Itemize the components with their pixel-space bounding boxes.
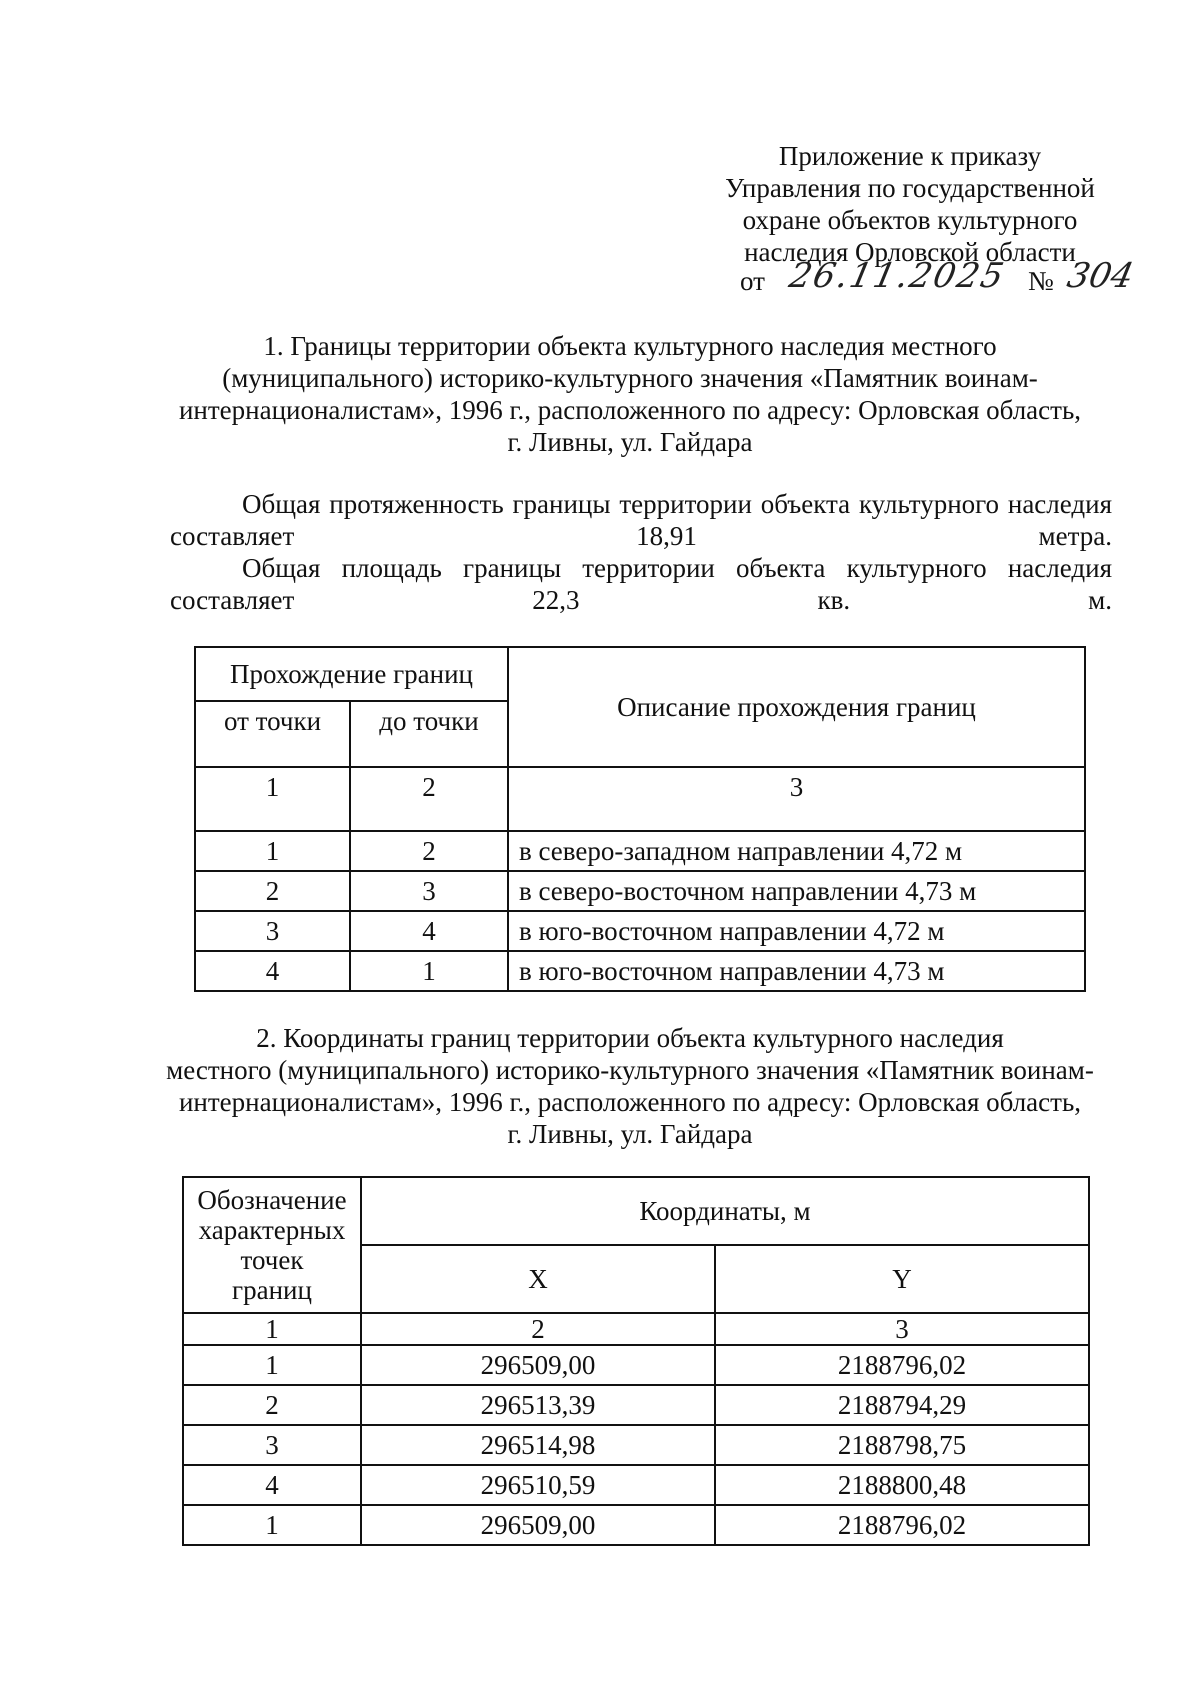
- to-cell: 1: [350, 951, 508, 991]
- heading-line: г. Ливны, ул. Гайдара: [507, 1119, 753, 1149]
- table-row: [195, 871, 1085, 911]
- description-cell: в юго-восточном направлении 4,73 м: [508, 951, 1085, 991]
- column-numbering-row: [195, 767, 1085, 831]
- header-from-point: от точки: [195, 701, 350, 767]
- number-label: №: [1028, 266, 1054, 296]
- x-cell: 296509,00: [361, 1345, 715, 1385]
- header-y: Y: [715, 1245, 1089, 1313]
- y-cell: 2188800,48: [715, 1465, 1089, 1505]
- heading-line: (муниципального) историко-культурного значения «Памятник воинам-: [222, 363, 1038, 393]
- coordinates-table: [182, 1176, 1090, 1546]
- date-prefix: от: [740, 266, 765, 296]
- order-date-number: [740, 256, 1140, 302]
- point-cell: 4: [183, 1465, 361, 1505]
- handwritten-date: 26.11.2025: [785, 256, 1009, 296]
- from-cell: 4: [195, 951, 350, 991]
- header-description: Описание прохождения границ: [508, 647, 1085, 767]
- header-coordinates: Координаты, м: [361, 1177, 1089, 1245]
- column-number: 1: [195, 767, 350, 831]
- section1-heading: [160, 330, 1100, 458]
- header-line: характерных: [198, 1215, 346, 1245]
- appendix-line: Управления по государственной: [725, 173, 1095, 203]
- heading-line: местного (муниципального) историко-культурного значения «Памятник воинам-: [166, 1055, 1094, 1085]
- column-number: 2: [350, 767, 508, 831]
- to-cell: 4: [350, 911, 508, 951]
- section2-heading: [160, 1022, 1100, 1150]
- total-area-paragraph: [170, 552, 1112, 616]
- y-cell: 2188798,75: [715, 1425, 1089, 1465]
- table-row: [183, 1345, 1089, 1385]
- x-cell: 296509,00: [361, 1505, 715, 1545]
- x-cell: 296514,98: [361, 1425, 715, 1465]
- header-to-point: до точки: [350, 701, 508, 767]
- heading-line: 1. Границы территории объекта культурного наследия местного: [263, 331, 997, 361]
- paragraph-text: Общая площадь границы территории объекта культурного наследия составляет 22,3 кв. м.: [170, 553, 1112, 615]
- y-cell: 2188796,02: [715, 1505, 1089, 1545]
- from-cell: 3: [195, 911, 350, 951]
- column-number: 3: [508, 767, 1085, 831]
- y-cell: 2188796,02: [715, 1345, 1089, 1385]
- table-row: [183, 1385, 1089, 1425]
- table-row: [183, 1425, 1089, 1465]
- description-cell: в северо-западном направлении 4,72 м: [508, 831, 1085, 871]
- x-cell: 296513,39: [361, 1385, 715, 1425]
- to-cell: 2: [350, 831, 508, 871]
- header-line: границ: [232, 1275, 312, 1305]
- x-cell: 296510,59: [361, 1465, 715, 1505]
- heading-line: интернационалистам», 1996 г., расположенного по адресу: Орловская область,: [178, 395, 1082, 425]
- handwritten-number: 304: [1063, 256, 1138, 296]
- from-cell: 2: [195, 871, 350, 911]
- appendix-line: охране объектов культурного: [742, 205, 1078, 235]
- heading-line: 2. Координаты границ территории объекта культурного наследия: [256, 1023, 1004, 1053]
- header-boundary-passage: Прохождение границ: [195, 647, 508, 701]
- boundaries-table: [194, 646, 1086, 992]
- description-cell: в северо-восточном направлении 4,73 м: [508, 871, 1085, 911]
- description-cell: в юго-восточном направлении 4,72 м: [508, 911, 1085, 951]
- point-cell: 1: [183, 1505, 361, 1545]
- column-number: 2: [361, 1313, 715, 1345]
- heading-line: г. Ливны, ул. Гайдара: [507, 427, 753, 457]
- point-cell: 1: [183, 1345, 361, 1385]
- column-number: 1: [183, 1313, 361, 1345]
- header-x: X: [361, 1245, 715, 1313]
- table-row: [195, 951, 1085, 991]
- point-cell: 3: [183, 1425, 361, 1465]
- to-cell: 3: [350, 871, 508, 911]
- table-row: [183, 1465, 1089, 1505]
- column-number: 3: [715, 1313, 1089, 1345]
- table-row: [183, 1505, 1089, 1545]
- paragraph-text: Общая протяженность границы территории объекта культурного наследия составляет 18,91 метра.: [170, 489, 1112, 551]
- appendix-line: Приложение к приказу: [778, 141, 1042, 171]
- table-row: [195, 831, 1085, 871]
- from-cell: 1: [195, 831, 350, 871]
- point-cell: 2: [183, 1385, 361, 1425]
- heading-line: интернационалистам», 1996 г., расположенного по адресу: Орловская область,: [178, 1087, 1082, 1117]
- appendix-line: наследия Орловской области: [744, 237, 1076, 267]
- total-length-paragraph: [170, 488, 1112, 552]
- column-numbering-row: [183, 1313, 1089, 1345]
- y-cell: 2188794,29: [715, 1385, 1089, 1425]
- appendix-header: [700, 140, 1120, 268]
- header-point-designation: [183, 1177, 361, 1313]
- header-line: точек: [240, 1245, 304, 1275]
- table-row: [195, 911, 1085, 951]
- header-line: Обозначение: [197, 1185, 347, 1215]
